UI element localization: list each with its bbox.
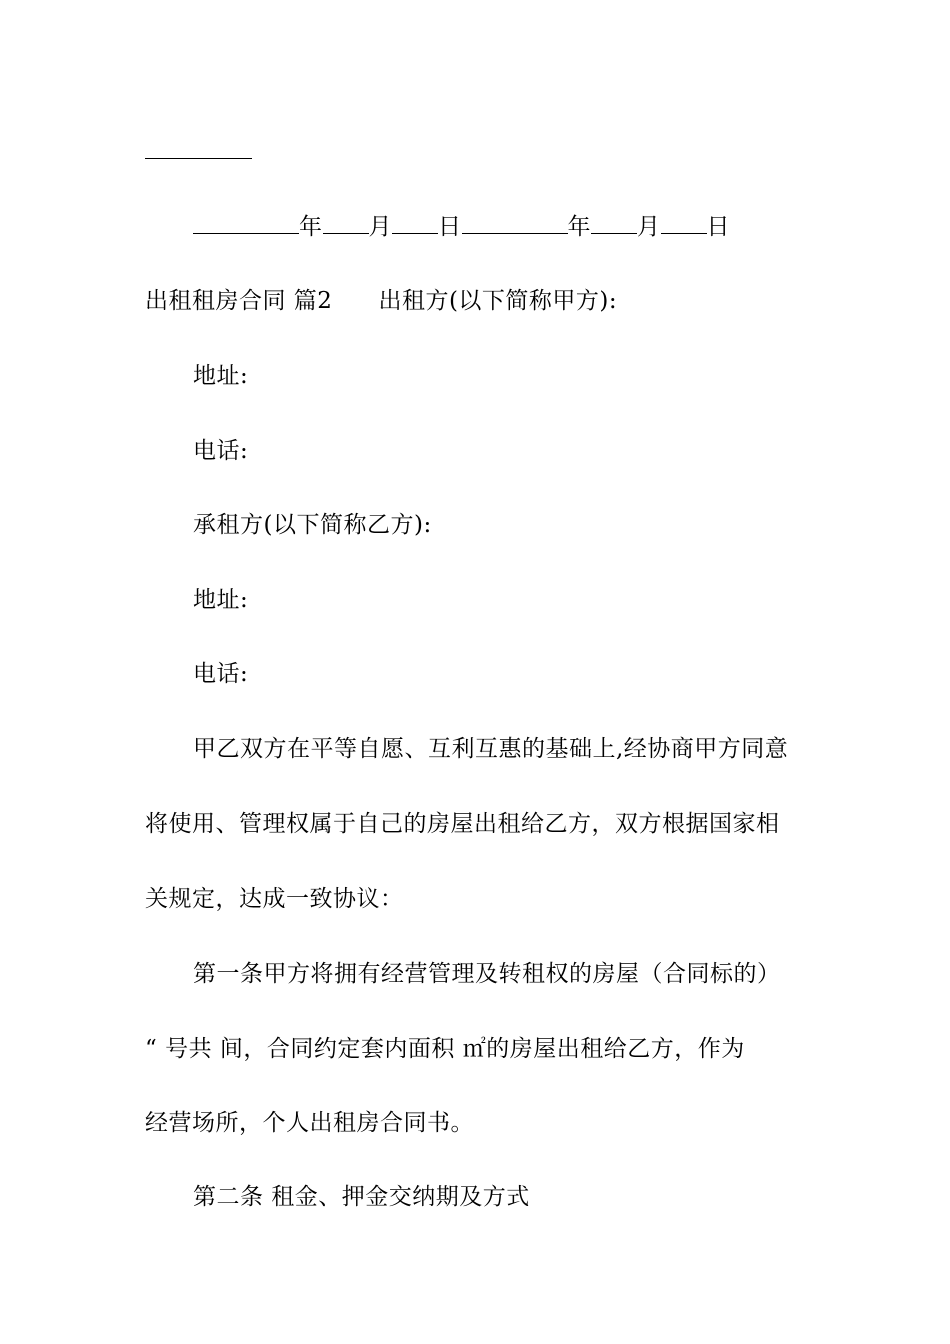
lessee-phone: 电话: (193, 661, 249, 687)
year-label-1: 年 (299, 214, 323, 240)
year-blank-1 (193, 211, 299, 234)
article-1-line-2: “ 号共 间，合同约定套内面积 ㎡的房屋出租给乙方，作为 (145, 1036, 745, 1062)
lessee-label: 承租方(以下简称乙方): (193, 512, 432, 538)
day-blank-2 (661, 211, 707, 234)
lessor-address: 地址: (193, 363, 249, 389)
lessee-address: 地址: (193, 587, 249, 613)
month-blank-2 (591, 211, 637, 234)
article-1-line-1: 第一条甲方将拥有经营管理及转租权的房屋（合同标的） (193, 961, 781, 987)
signature-blank-rule (145, 158, 252, 159)
date-line (193, 211, 730, 242)
year-label-2: 年 (567, 214, 591, 240)
month-blank-1 (323, 211, 369, 234)
day-label-2: 日 (706, 214, 730, 240)
paragraph-1-line-3: 关规定，达成一致协议： (145, 886, 404, 912)
paragraph-1-line-2: 将使用、管理权属于自己的房屋出租给乙方，双方根据国家相 (145, 811, 780, 837)
contract-title: 出租租房合同 篇2 (145, 288, 333, 314)
heading-line (145, 286, 617, 316)
day-blank-1 (392, 211, 438, 234)
year-blank-2 (462, 211, 568, 234)
paragraph-1-line-1: 甲乙双方在平等自愿、互利互惠的基础上,经协商甲方同意 (193, 736, 789, 762)
day-label-1: 日 (438, 214, 462, 240)
lessor-phone: 电话: (193, 438, 249, 464)
month-label-1: 月 (368, 214, 392, 240)
lessor-label: 出租方(以下简称甲方): (378, 288, 618, 314)
article-1-line-3: 经营场所，个人出租房合同书。 (145, 1110, 474, 1136)
month-label-2: 月 (637, 214, 661, 240)
article-2-title: 第二条 租金、押金交纳期及方式 (193, 1184, 530, 1210)
